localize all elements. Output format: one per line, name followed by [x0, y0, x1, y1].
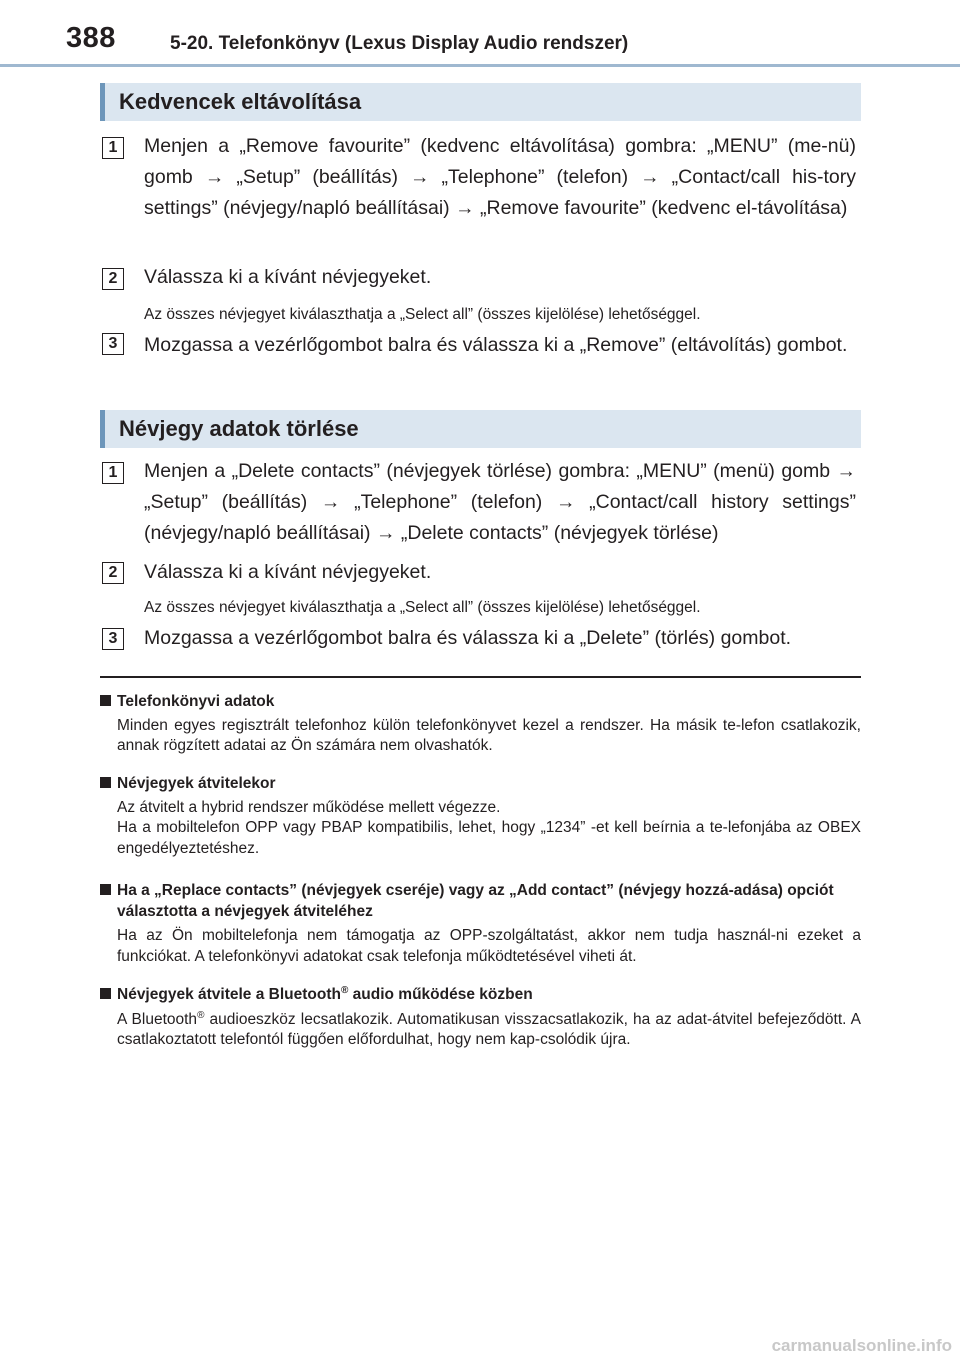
- bullet-square-icon: [100, 695, 111, 706]
- step-number-badge: 2: [102, 562, 124, 584]
- watermark: carmanualsonline.info: [771, 1336, 952, 1355]
- info-block-replace-add-contact: [100, 881, 861, 967]
- info-block-phonebook-data: [100, 692, 861, 757]
- step-number-badge: 3: [102, 333, 124, 355]
- step-text: Válassza ki a kívánt névjegyeket.: [144, 561, 432, 583]
- step-text: Válassza ki a kívánt névjegyeket.: [144, 266, 432, 288]
- info-body: Ha a mobiltelefon OPP vagy PBAP kompatibilis, lehet, hogy „1234” -et kell beírnia a te-lefonjába az OBEX engedélyeztetéshez.: [117, 819, 861, 857]
- step-note: Az összes névjegyet kiválaszthatja a „Select all” (összes kijelölése) lehetőséggel.: [144, 599, 701, 616]
- step-text: Menjen a „Remove favourite” (kedvenc eltávolítása) gombra: „MENU” (me-nü) gomb → „Setup” (beállítás) → „Telephone” (telefon) → „Contact/call his-tory settings” (névjegy/napló beállításai) → „Remove favourite” (kedvenc el-távolítása): [144, 135, 856, 219]
- step-note: Az összes névjegyet kiválaszthatja a „Select all” (összes kijelölése) lehetőséggel.: [144, 306, 701, 323]
- info-body: A Bluetooth® audioeszköz lecsatlakozik. Automatikusan visszacsatlakozik, ha az adat-átvitel befejeződött. A csatlakoztatott telefontól függően előfordulhat, hogy nem kap-csolódik újra.: [117, 1009, 861, 1048]
- info-title: Névjegyek átvitelekor: [100, 774, 861, 795]
- bullet-square-icon: [100, 884, 111, 895]
- info-body: Az átvitelt a hybrid rendszer működése mellett végezze.: [117, 798, 501, 816]
- section-heading-text: Kedvencek eltávolítása: [119, 89, 362, 114]
- info-block-contact-transfer: [100, 774, 861, 859]
- header-rule: [0, 64, 960, 67]
- section-heading-delete-contacts: [100, 410, 861, 448]
- chapter-title: 5-20. Telefonkönyv (Lexus Display Audio rendszer): [170, 33, 629, 54]
- section-heading-remove-favourite: [100, 83, 861, 121]
- bullet-square-icon: [100, 988, 111, 999]
- info-block-bluetooth-audio: [100, 985, 861, 1051]
- page-header: [0, 0, 960, 68]
- info-title: Ha a „Replace contacts” (névjegyek cseréje) vagy az „Add contact” (névjegy hozzá-adása) opciót választotta a névjegyek átviteléhez: [100, 881, 861, 922]
- bullet-square-icon: [100, 777, 111, 788]
- step-text: Mozgassa a vezérlőgombot balra és válassza ki a „Remove” (eltávolítás) gombot.: [144, 334, 848, 356]
- section-divider: [100, 676, 861, 678]
- step-number-badge: 1: [102, 137, 124, 159]
- step-text: Mozgassa a vezérlőgombot balra és válassza ki a „Delete” (törlés) gombot.: [144, 627, 792, 649]
- section-heading-text: Névjegy adatok törlése: [119, 416, 359, 441]
- info-body: Ha az Ön mobiltelefonja nem támogatja az OPP-szolgáltatást, akkor nem tudja használ-ni ezeket a funkciókat. A telefonkönyvi adatokat csak telefonja működtetésével viheti át.: [117, 927, 861, 965]
- info-title: Névjegyek átvitele a Bluetooth® audio működése közben: [100, 985, 861, 1006]
- step-number-badge: 3: [102, 628, 124, 650]
- step-number-badge: 1: [102, 462, 124, 484]
- step-text: Menjen a „Delete contacts” (névjegyek törlése) gombra: „MENU” (menü) gomb → „Setup” (beállítás) → „Telephone” (telefon) → „Contact/call history settings” (névjegy/napló beállításai) → „Delete contacts” (névjegyek törlése): [144, 460, 856, 544]
- info-title: Telefonkönyvi adatok: [100, 692, 861, 713]
- step-number-badge: 2: [102, 268, 124, 290]
- info-body: Minden egyes regisztrált telefonhoz külön telefonkönyvet kezel a rendszer. Ha másik te-lefon csatlakozik, annak rögzített adatai az Ön számára nem olvashatók.: [117, 716, 861, 754]
- page-number: 388: [66, 22, 116, 54]
